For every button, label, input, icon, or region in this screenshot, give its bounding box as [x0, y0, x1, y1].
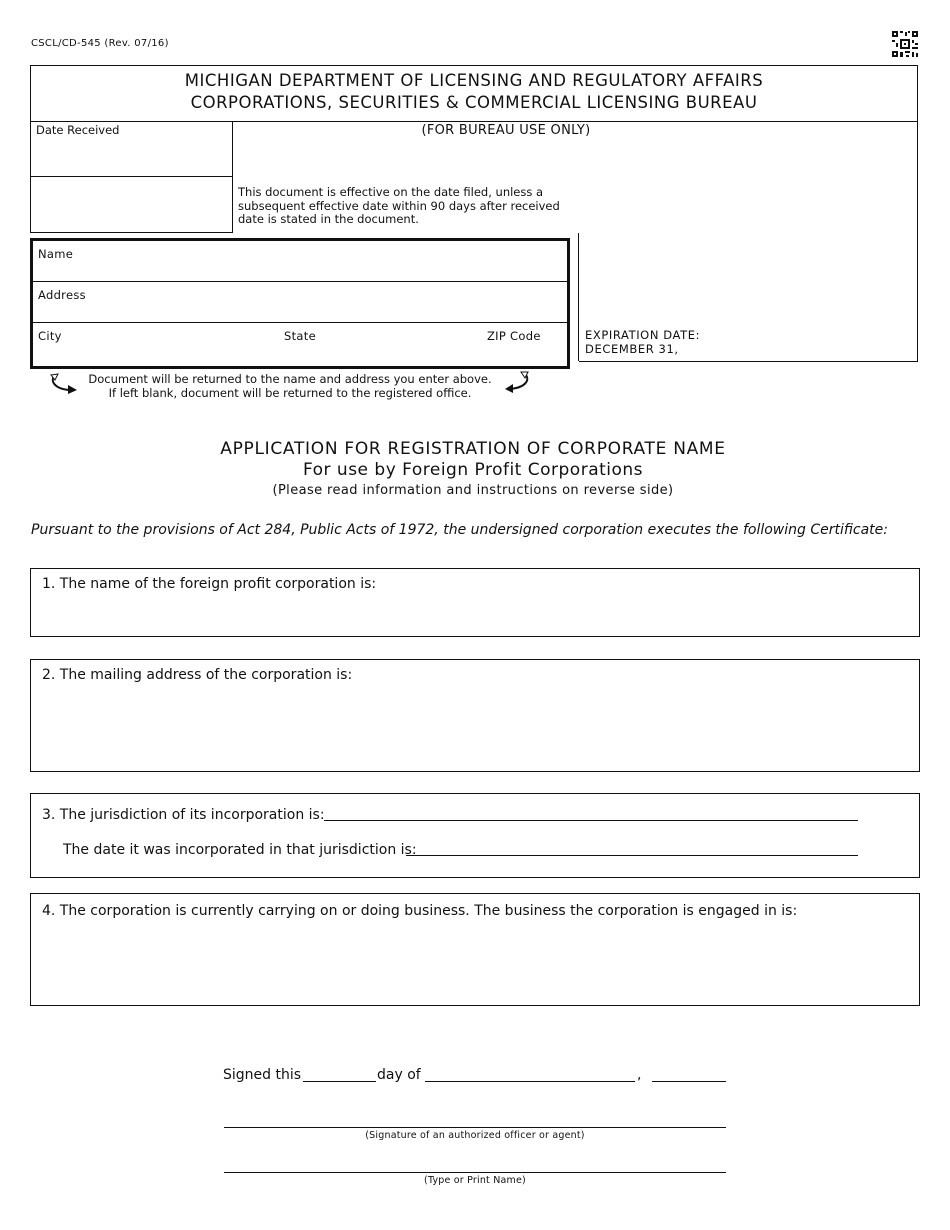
return-address-box: [30, 238, 570, 369]
item-2-label: 2. The mailing address of the corporation is:: [42, 667, 353, 683]
address-label: Address: [38, 288, 86, 302]
zip-label: ZIP Code: [487, 329, 541, 343]
state-label: State: [284, 329, 316, 343]
item-1-label: 1. The name of the foreign profit corporation is:: [42, 576, 377, 592]
expiration-block: [585, 328, 700, 356]
agency-header: [30, 65, 918, 122]
jurisdiction-input-line[interactable]: [324, 820, 858, 821]
item-4-label: 4. The corporation is currently carrying on or doing business. The business the corporation is engaged in is:: [42, 903, 798, 919]
city-label: City: [38, 329, 62, 343]
expiration-divider: [578, 233, 579, 361]
item-4-business[interactable]: [30, 893, 920, 1006]
incorporation-date-input-line[interactable]: [406, 855, 858, 856]
return-note-line1: Document will be returned to the name and address you enter above.: [88, 372, 492, 386]
item-3-date-label: The date it was incorporated in that jurisdiction is:: [63, 842, 417, 858]
date-received-box: [30, 121, 233, 177]
form-id: CSCL/CD-545 (Rev. 07/16): [31, 38, 169, 49]
signed-day-line[interactable]: [303, 1081, 376, 1082]
bureau-use-only-label: (FOR BUREAU USE ONLY): [421, 123, 591, 138]
barcode-icon: [891, 30, 919, 58]
return-note-line2: If left blank, document will be returned to the registered office.: [108, 386, 472, 400]
signature-line[interactable]: [224, 1127, 726, 1128]
date-received-box-lower: [30, 177, 233, 233]
form-title: APPLICATION FOR REGISTRATION OF CORPORATE NAME: [220, 439, 726, 459]
signature-caption: (Signature of an authorized officer or agent): [365, 1130, 585, 1141]
return-address-field[interactable]: [33, 282, 567, 323]
expiration-label: EXPIRATION DATE:: [585, 328, 701, 342]
bureau-name: CORPORATIONS, SECURITIES & COMMERCIAL LICENSING BUREAU: [190, 93, 758, 112]
signed-this-label: Signed this: [223, 1067, 302, 1083]
day-of-label: day of: [377, 1067, 421, 1083]
return-note: [60, 372, 520, 400]
return-city-state-zip-field[interactable]: [33, 323, 567, 363]
print-name-line[interactable]: [224, 1172, 726, 1173]
return-name-field[interactable]: [33, 241, 567, 282]
expiration-value: DECEMBER 31,: [585, 342, 679, 356]
signed-month-line[interactable]: [425, 1081, 635, 1082]
item-3-jurisdiction: [30, 793, 920, 878]
effective-date-note: This document is effective on the date filed, unless a subsequent effective date within 90 days after received date is stated in the document.: [238, 185, 560, 226]
signed-year-line[interactable]: [652, 1081, 726, 1082]
name-label: Name: [38, 247, 74, 261]
item-1-corporation-name[interactable]: [30, 568, 920, 637]
agency-name: MICHIGAN DEPARTMENT OF LICENSING AND REGULATORY AFFAIRS: [184, 71, 764, 90]
item-2-mailing-address[interactable]: [30, 659, 920, 772]
date-comma: ,: [637, 1067, 642, 1083]
pursuant-statement: Pursuant to the provisions of Act 284, Public Acts of 1972, the undersigned corporation executes the following Certificate:: [31, 522, 889, 538]
print-name-caption: (Type or Print Name): [424, 1175, 526, 1186]
form-instructions-note: (Please read information and instructions on reverse side): [272, 483, 674, 498]
return-arrow-right-icon: [503, 370, 531, 394]
form-subtitle: For use by Foreign Profit Corporations: [302, 460, 644, 480]
item-3-label: 3. The jurisdiction of its incorporation is:: [42, 807, 325, 823]
date-received-label: Date Received: [36, 123, 120, 137]
